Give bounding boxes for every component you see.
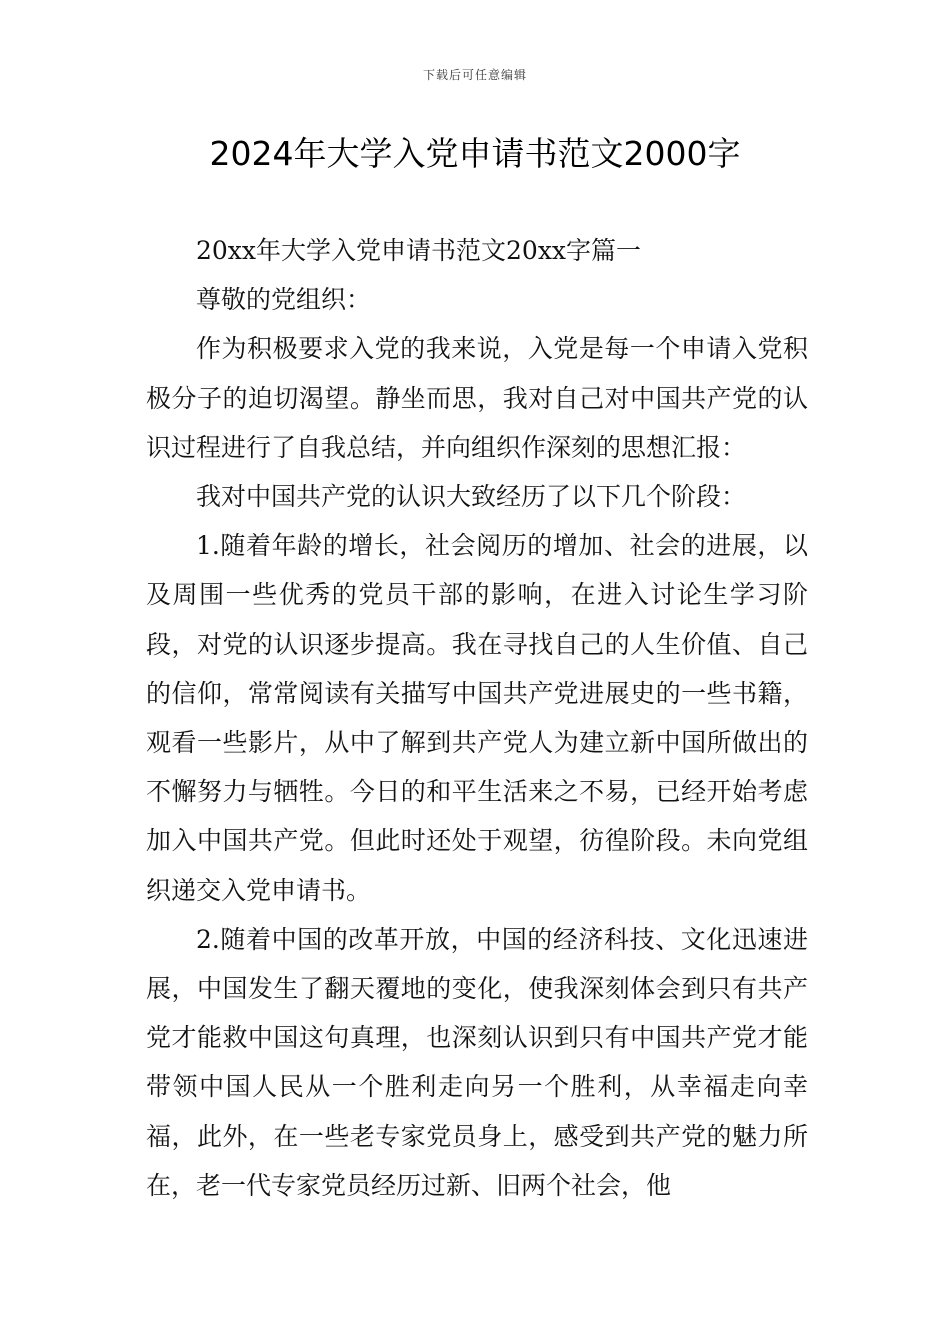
paragraph-salutation: 尊敬的党组织： — [196, 285, 372, 315]
paragraph-stage-2: 2.随着中国的改革开放，中国的经济科技、文化迅速进展，中国发生了翻天覆地的变化，使我深刻体会到只有共产党才能救中国这句真理，也深刻认识到只有中国共产党才能带领中国人民从一个胜利走向另一个胜利，从幸福走向幸福，此外，在一些老专家党员身上，感受到共产党的魅力所在，老一代专家党员经历过新、旧两个社会，他 — [146, 924, 808, 1200]
paragraph-section-heading: 20xx年大学入党申请书范文20xx字篇一 — [196, 236, 642, 265]
paragraph-stage-1: 1.随着年龄的增长，社会阅历的增加、社会的进展，以及周围一些优秀的党员干部的影响，在进入讨论生学习阶段，对党的认识逐步提高。我在寻找自己的人生价值、自己的信仰，常常阅读有关描写中国共产党进展史的一些书籍，观看一些影片，从中了解到共产党人为建立新中国所做出的不懈努力与牺牲。今日的和平生活来之不易，已经开始考虑加入中国共产党。但此时还处于观望，彷徨阶段。未向党组织递交入党申请书。 — [146, 531, 808, 905]
document-body — [146, 226, 808, 1210]
header-note: 下载后可任意编辑 — [422, 68, 527, 82]
paragraph-stages-lead: 我对中国共产党的认识大致经历了以下几个阶段： — [196, 482, 747, 512]
document-title: 2024年大学入党申请书范文2000字 — [209, 134, 741, 173]
paragraph-intro: 作为积极要求入党的我来说，入党是每一个申请入党积极分子的迫切渴望。静坐而思，我对自己对中国共产党的认识过程进行了自我总结，并向组织作深刻的思想汇报： — [146, 334, 808, 462]
